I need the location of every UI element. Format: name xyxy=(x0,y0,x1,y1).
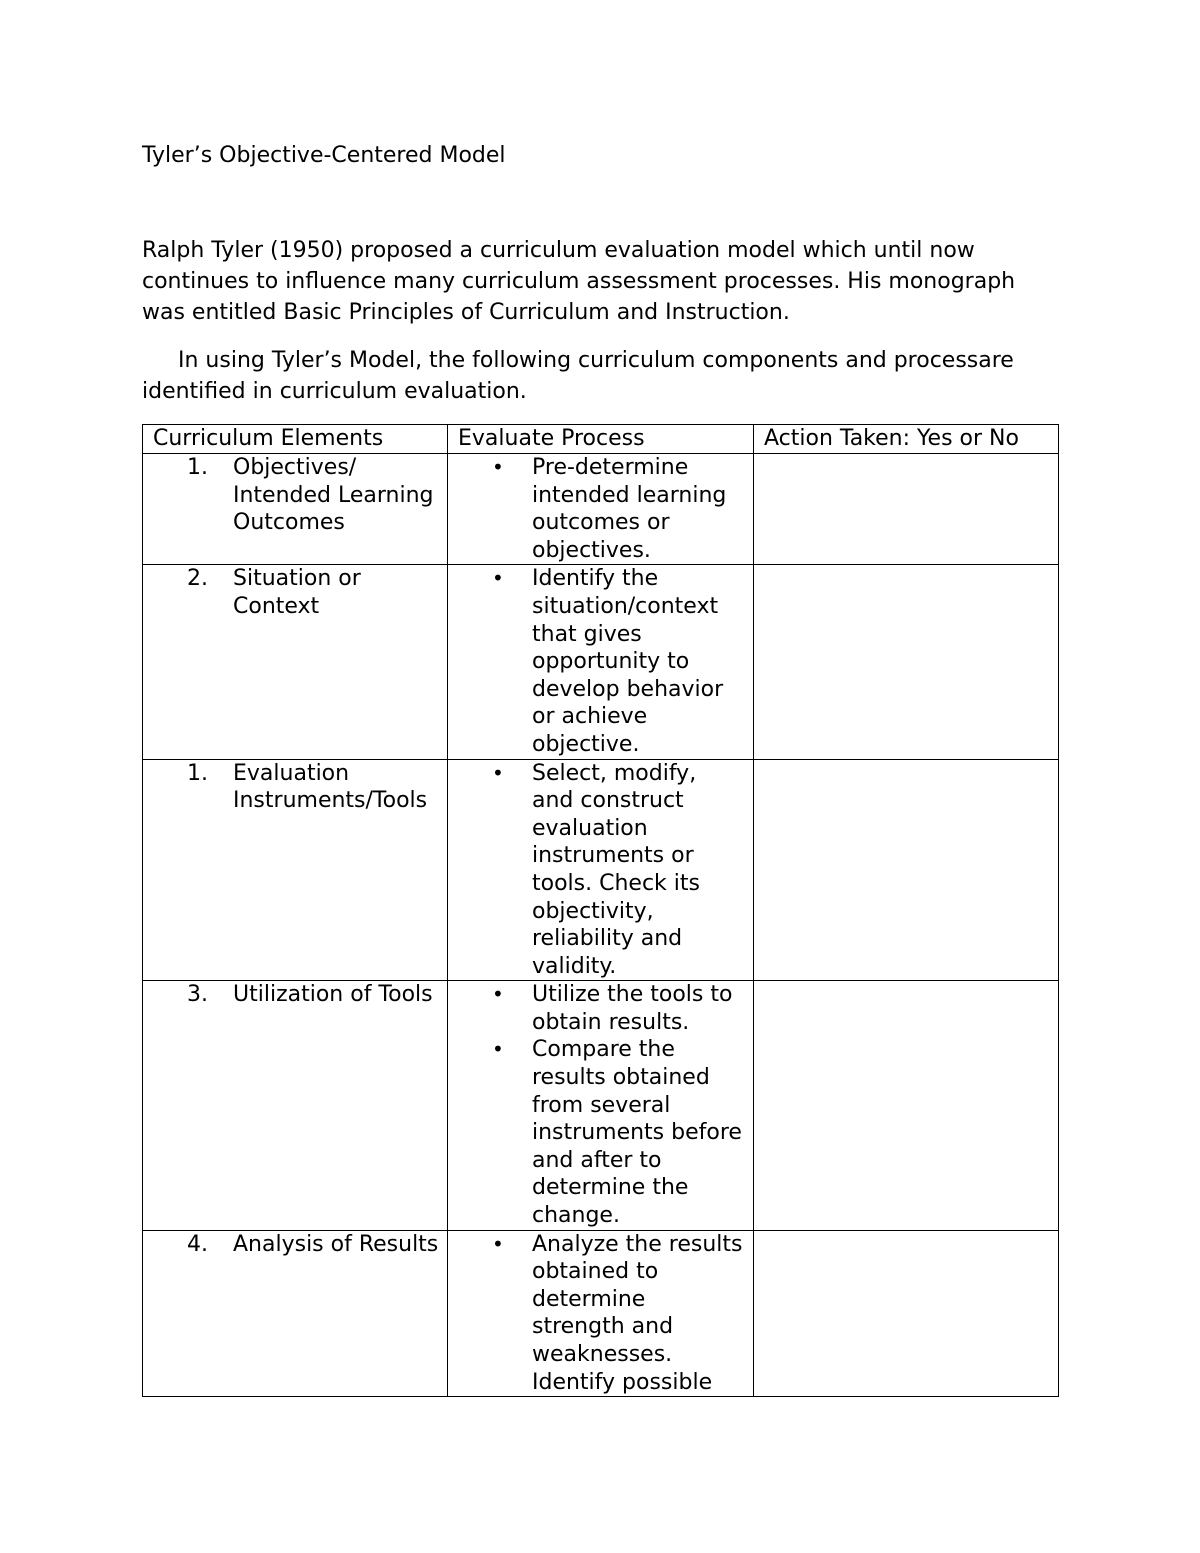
header-evaluate-process: Evaluate Process xyxy=(448,425,754,454)
process-cell xyxy=(448,565,754,759)
element-cell xyxy=(143,454,448,565)
numbered-item xyxy=(153,454,447,537)
model-paragraph: In using Tyler’s Model, the following curriculum components and processare identified in curriculum evaluation. xyxy=(142,348,1014,404)
bullet-icon: • xyxy=(492,455,504,479)
bullet-icon: • xyxy=(492,566,504,591)
bullet-item xyxy=(458,981,753,1036)
action-cell xyxy=(754,981,1059,1230)
intro-paragraph: Ralph Tyler (1950) proposed a curriculum evaluation model which until now continues to influence many curriculum assessment processes. His monograph was entitled Basic Principles of Curriculum and Instruction. xyxy=(142,238,1016,325)
numbered-item xyxy=(153,760,447,815)
element-cell xyxy=(143,1230,448,1397)
bullet-text: Analyze the results obtained to determine strength and weaknesses. Identify possible xyxy=(532,1231,743,1395)
item-text: Objectives/ Intended Learning Outcomes xyxy=(233,455,434,536)
header-curriculum-elements: Curriculum Elements xyxy=(143,425,448,454)
item-number: 4. xyxy=(187,1231,208,1257)
bullet-item xyxy=(458,454,753,564)
bullet-item xyxy=(458,1231,753,1397)
bullet-text: Identify the situation/context that gives opportunity to develop behavior or achieve objective. xyxy=(532,566,724,757)
bullet-item xyxy=(458,1036,753,1229)
bullet-icon: • xyxy=(492,1231,504,1256)
document-title: Tyler’s Objective-Centered Model xyxy=(142,143,506,168)
bullet-text: Pre-determine intended learning outcomes or objectives. xyxy=(532,455,727,563)
table-header-row xyxy=(143,425,1059,454)
action-cell xyxy=(754,454,1059,565)
bullet-text: Utilize the tools to obtain results. xyxy=(532,982,733,1035)
item-text: Analysis of Results xyxy=(233,1231,439,1257)
action-cell xyxy=(754,565,1059,759)
item-text: Situation or Context xyxy=(233,566,361,619)
table-row xyxy=(143,454,1059,565)
bullet-item xyxy=(458,760,753,981)
element-cell xyxy=(143,565,448,759)
item-number: 3. xyxy=(187,982,208,1008)
process-cell xyxy=(448,981,754,1230)
curriculum-evaluation-table xyxy=(142,424,1059,1397)
bullet-icon: • xyxy=(492,1037,504,1062)
bullet-icon: • xyxy=(492,982,504,1007)
table-row xyxy=(143,1230,1059,1397)
item-number: 1. xyxy=(187,760,208,786)
process-cell xyxy=(448,454,754,565)
process-cell xyxy=(448,1230,754,1397)
element-cell xyxy=(143,759,448,981)
item-number: 1. xyxy=(187,455,208,480)
table-row xyxy=(143,565,1059,759)
action-cell xyxy=(754,759,1059,981)
table-row xyxy=(143,981,1059,1230)
item-text: Utilization of Tools xyxy=(233,982,433,1008)
item-text: Evaluation Instruments/Tools xyxy=(233,760,428,814)
process-cell xyxy=(448,759,754,981)
numbered-item xyxy=(153,1231,447,1259)
item-number: 2. xyxy=(187,566,208,592)
header-action-taken: Action Taken: Yes or No xyxy=(754,425,1059,454)
numbered-item xyxy=(153,981,447,1009)
element-cell xyxy=(143,981,448,1230)
bullet-icon: • xyxy=(492,760,504,785)
bullet-text: Compare the results obtained from several instruments before and after to determine the change. xyxy=(532,1037,742,1229)
bullet-text: Select, modify, and construct evaluation instruments or tools. Check its objectivity, reliability and validity. xyxy=(532,760,700,979)
table-row xyxy=(143,759,1059,981)
numbered-item xyxy=(153,565,447,620)
action-cell xyxy=(754,1230,1059,1397)
bullet-item xyxy=(458,565,753,758)
